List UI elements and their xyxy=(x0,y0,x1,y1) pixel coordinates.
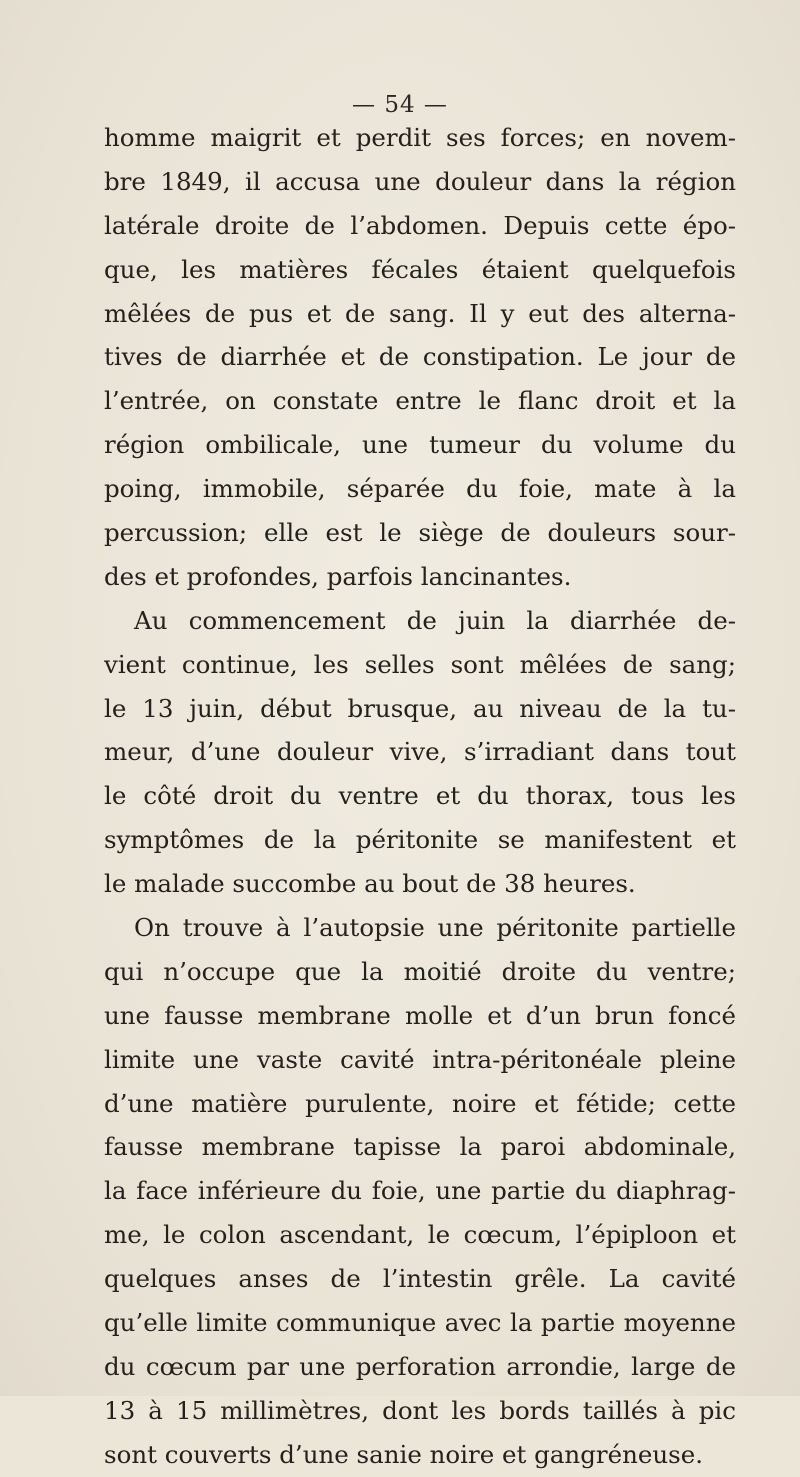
text-line: fausse membrane tapisse la paroi abdominale, xyxy=(104,1132,736,1162)
text-line: qu’elle limite communique avec la partie moyenne xyxy=(104,1308,736,1338)
text-line: symptômes de la péritonite se manifestent et xyxy=(104,825,736,855)
text-line: vient continue, les selles sont mêlées de sang; xyxy=(104,649,736,679)
text-line: des et profondes, parfois lancinantes. xyxy=(104,561,572,591)
text-line: percussion; elle est le siège de douleurs sour- xyxy=(104,518,736,548)
text-line: meur, d’une douleur vive, s’irradiant dans tout xyxy=(104,737,736,767)
text-line: le malade succombe au bout de 38 heures. xyxy=(104,869,636,899)
text-line: l’entrée, on constate entre le flanc droit et la xyxy=(104,386,736,416)
text-line: qui n’occupe que la moitié droite du ventre; xyxy=(104,956,736,986)
text-line: mêlées de pus et de sang. Il y eut des alterna- xyxy=(104,298,736,328)
text-line: limite une vaste cavité intra-péritonéale pleine xyxy=(104,1044,736,1074)
text-line: On trouve à l’autopsie une péritonite partielle xyxy=(134,913,736,943)
text-line: tives de diarrhée et de constipation. Le jour de xyxy=(104,342,736,372)
text-line: quelques anses de l’intestin grêle. La cavité xyxy=(104,1264,736,1294)
text-line: région ombilicale, une tumeur du volume du xyxy=(104,430,736,460)
text-line: Au commencement de juin la diarrhée de- xyxy=(134,605,736,635)
text-line: homme maigrit et perdit ses forces; en novem- xyxy=(104,123,736,152)
text-line: une fausse membrane molle et d’un brun foncé xyxy=(104,1000,736,1030)
body-text xyxy=(104,116,736,1477)
text-line: me, le colon ascendant, le cœcum, l’épiploon et xyxy=(104,1220,736,1250)
text-line: que, les matières fécales étaient quelquefois xyxy=(104,254,736,284)
text-line: d’une matière purulente, noire et fétide; cette xyxy=(104,1088,736,1118)
text-line: sont couverts d’une sanie noire et gangréneuse. xyxy=(104,1439,704,1469)
text-line: latérale droite de l’abdomen. Depuis cette épo- xyxy=(104,210,736,240)
text-line: bre 1849, il accusa une douleur dans la région xyxy=(104,166,736,196)
text-line: la face inférieure du foie, une partie du diaphrag- xyxy=(104,1176,736,1206)
text-line: le côté droit du ventre et du thorax, tous les xyxy=(104,781,736,811)
page-number: — 54 — xyxy=(352,92,448,118)
text-line: du cœcum par une perforation arrondie, large de xyxy=(104,1351,736,1381)
text-line: le 13 juin, début brusque, au niveau de la tu- xyxy=(104,693,736,723)
text-line: poing, immobile, séparée du foie, mate à la xyxy=(104,474,736,504)
text-line: 13 à 15 millimètres, dont les bords taillés à pic xyxy=(104,1395,736,1425)
